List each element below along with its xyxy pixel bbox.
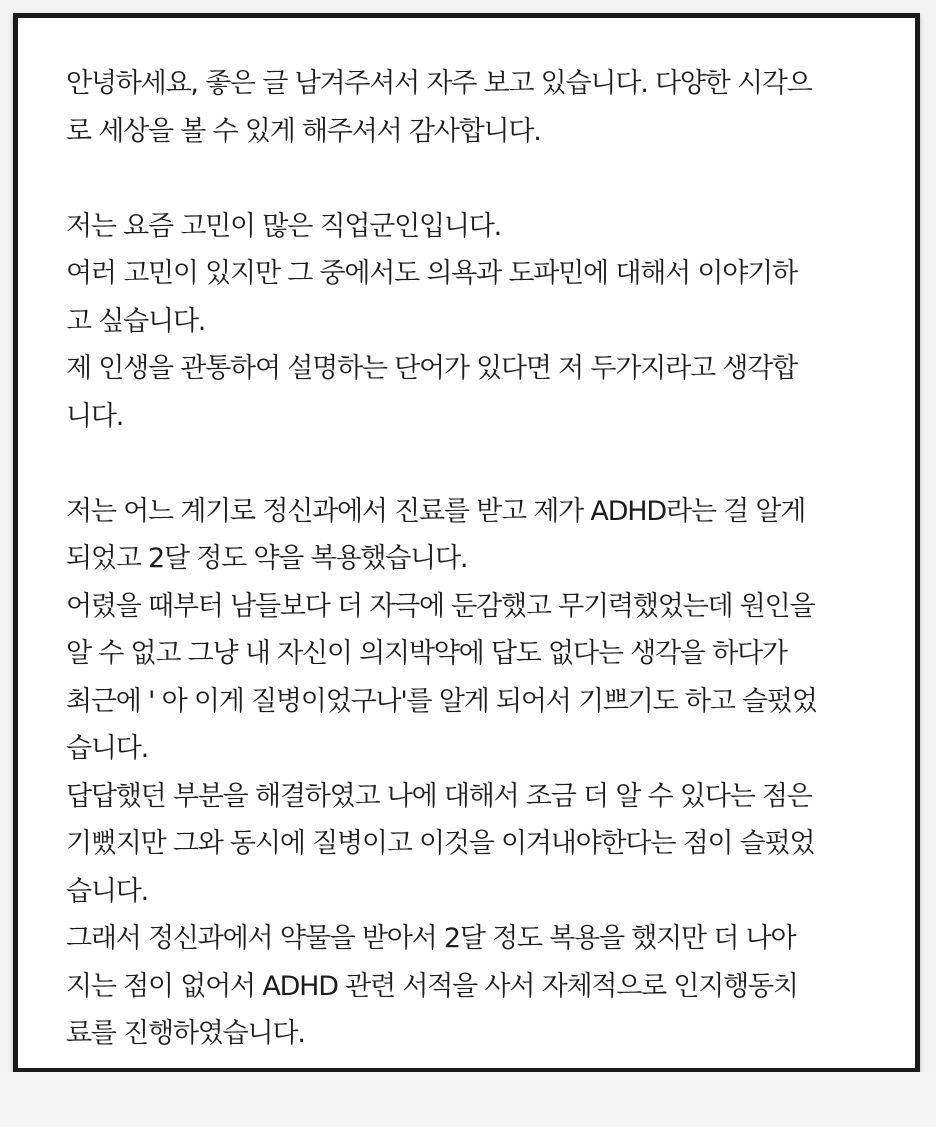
bottom-margin xyxy=(0,1072,936,1127)
text-line: 기뻤지만 그와 동시에 질병이고 이것을 이겨내야한다는 점이 슬펐었 xyxy=(66,828,815,859)
text-line: 고 싶습니다. xyxy=(66,305,206,337)
text-line: 되었고 2달 정도 약을 복용했습니다. xyxy=(66,543,468,574)
text-line: 그래서 정신과에서 약물을 받아서 2달 정도 복용을 했지만 더 나아 xyxy=(66,923,796,954)
document-frame xyxy=(13,13,920,1073)
text-line: 저는 어느 계기로 정신과에서 진료를 받고 제가 ADHD라는 걸 알게 xyxy=(66,495,806,527)
paragraph-gap xyxy=(66,155,881,203)
text-line: 안녕하세요, 좋은 글 남겨주셔서 자주 보고 있습니다. 다양한 시각으 xyxy=(66,68,812,99)
text-line: 로 세상을 볼 수 있게 해주셔서 감사합니다. xyxy=(66,115,541,147)
text-line: 최근에 ' 아 이게 질병이었구나'를 알게 되어서 기쁘기도 하고 슬펐었 xyxy=(66,685,817,717)
text-line: 제 인생을 관통하여 설명하는 단어가 있다면 저 두가지라고 생각합 xyxy=(66,353,797,384)
text-line: 습니다. xyxy=(66,733,149,764)
text-line: 료를 진행하였습니다. xyxy=(66,1018,305,1049)
text-line: 습니다. xyxy=(66,875,149,907)
paragraph-gap xyxy=(66,440,881,488)
text-line: 답답했던 부분을 해결하였고 나에 대해서 조금 더 알 수 있다는 점은 xyxy=(66,780,812,812)
letter-body xyxy=(66,60,881,1058)
text-line: 니다. xyxy=(66,400,124,432)
text-line: 여러 고민이 있지만 그 중에서도 의욕과 도파민에 대해서 이야기하 xyxy=(66,258,797,289)
text-line: 어렸을 때부터 남들보다 더 자극에 둔감했고 무기력했었는데 원인을 xyxy=(66,590,815,622)
text-line: 알 수 없고 그냥 내 자신이 의지박약에 답도 없다는 생각을 하다가 xyxy=(66,638,787,669)
text-line: 저는 요즘 고민이 많은 직업군인입니다. xyxy=(66,210,502,242)
text-line: 지는 점이 없어서 ADHD 관련 서적을 사서 자체적으로 인지행동치 xyxy=(66,970,798,1002)
